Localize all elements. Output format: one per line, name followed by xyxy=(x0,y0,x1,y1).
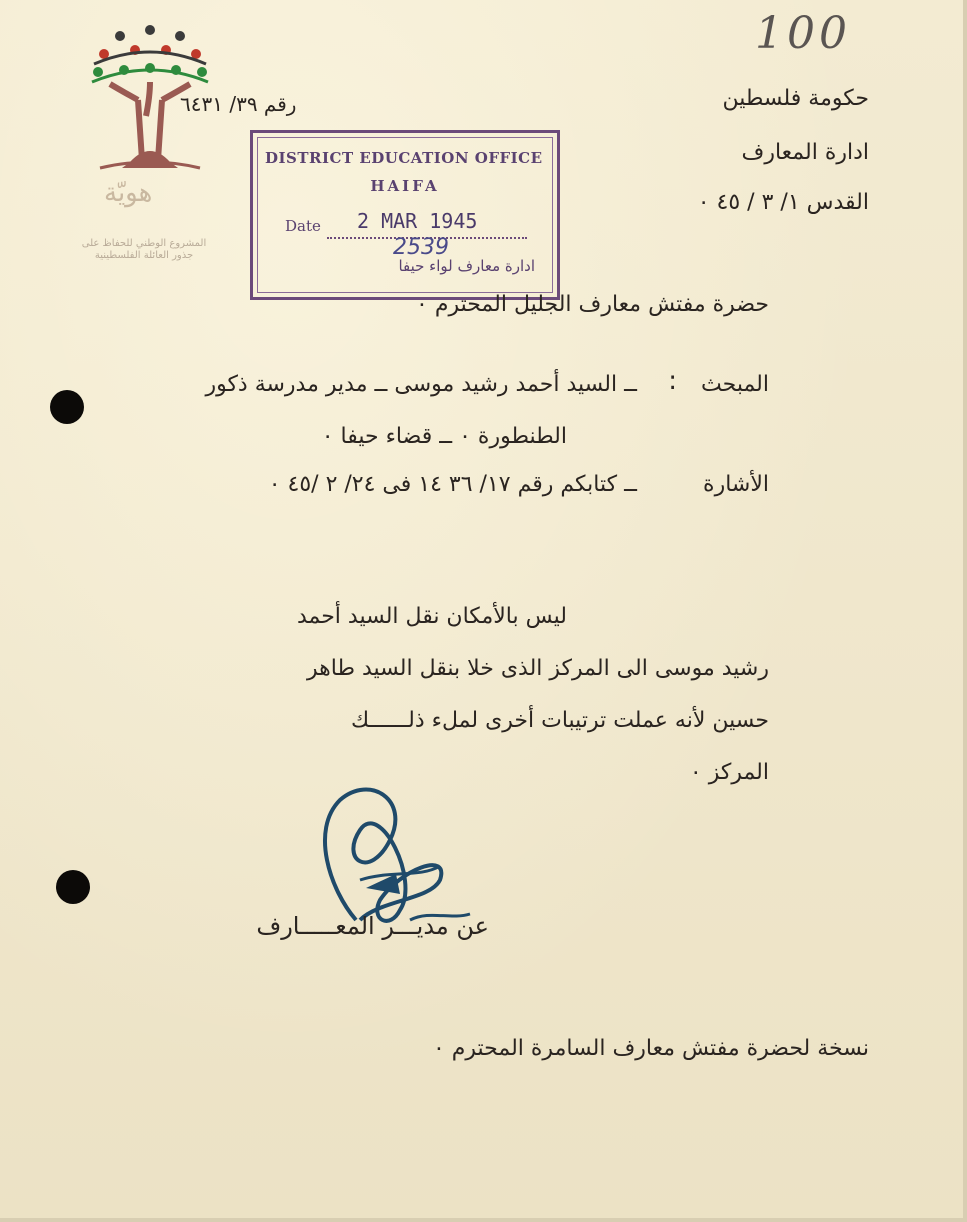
reference-number: رقم ٣٩/ ٦٤٣١ xyxy=(180,92,297,116)
body-line-3: حسين لأنه عملت ترتيبات أخرى لملء ذلــــــك xyxy=(350,708,769,733)
department-heading: ادارة المعارف xyxy=(741,140,869,165)
signature-title: عن مديـــر المعـــــارف xyxy=(256,912,489,940)
body-line-4: المركز ٠ xyxy=(689,760,769,785)
stamp-date-label: Date xyxy=(285,217,321,235)
page-number: 100 xyxy=(755,8,851,59)
page-edge-bottom xyxy=(0,1218,967,1222)
copy-to: نسخة لحضرة مفتش معارف السامرة المحترم ٠ xyxy=(432,1036,869,1061)
stamp-city: HAIFA xyxy=(370,177,440,195)
punch-hole-upper xyxy=(50,390,84,424)
punch-hole-lower xyxy=(56,870,90,904)
stamp-arabic: ادارة معارف لواء حيفا xyxy=(398,257,535,275)
addressee: حضرة مفتش معارف الجليل المحترم ٠ xyxy=(416,292,769,317)
body-line-1: ليس بالأمكان نقل السيد أحمد xyxy=(296,604,567,629)
subject-line-2: الطنطورة ٠ ــ قضاء حيفا ٠ xyxy=(321,424,567,449)
subject-line-1: ــ السيد أحمد رشيد موسى ــ مدير مدرسة ذكور xyxy=(205,372,637,397)
logo-tagline: المشروع الوطني للحفاظ على جذور العائلة الفلسطينية xyxy=(81,238,207,261)
reference-text: ــ كتابكم رقم ١٧/ ٣٦ ١٤ فى ٢٤/ ٢ /٤٥ ٠ xyxy=(268,472,637,497)
government-heading: حكومة فلسطين xyxy=(722,86,869,111)
page-edge-right xyxy=(963,0,967,1222)
family-tree-logo-icon xyxy=(80,20,220,270)
stamp-date: 2 MAR 1945 xyxy=(357,209,478,233)
stamp-number: 2539 xyxy=(393,235,449,260)
logo-wordmark: هويّة xyxy=(104,178,153,208)
body-line-2: رشيد موسى الى المركز الذى خلا بنقل السيد طاهر xyxy=(307,656,769,681)
reference-label: الأشارة xyxy=(703,472,769,497)
subject-colon: : xyxy=(668,366,677,396)
received-stamp xyxy=(250,130,560,300)
stamp-office: DISTRICT EDUCATION OFFICE xyxy=(265,149,543,167)
handwritten-signature-icon xyxy=(300,770,500,980)
subject-label: المبحث xyxy=(701,372,769,397)
place-date: القدس ١/ ٣ / ٤٥ ٠ xyxy=(697,190,869,215)
